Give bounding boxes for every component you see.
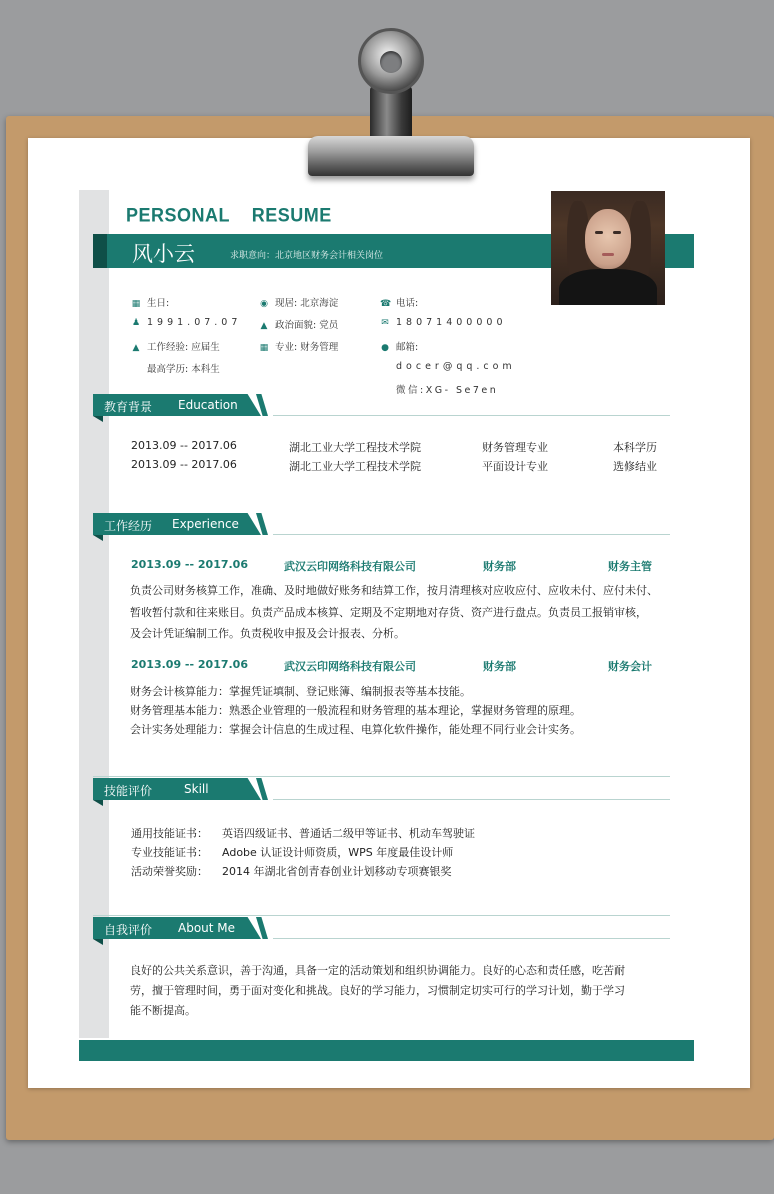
- candidate-name: 风小云: [132, 242, 195, 266]
- chat-icon: ●: [381, 343, 389, 353]
- cap-icon: ▲: [260, 321, 268, 331]
- section-experience-header: [93, 513, 683, 535]
- edu-degree-1: 本科学历: [613, 441, 657, 454]
- job2-line-1: 财务会计核算能力：掌握凭证填制、登记账簿、编制报表等基本技能。: [130, 685, 471, 698]
- edu-period-2: 2013.09 -- 2017.06: [131, 458, 237, 471]
- skill-label-2: 专业技能证书：: [131, 846, 208, 859]
- job2-company: 武汉云印网络科技有限公司: [284, 660, 416, 673]
- footer-bar: [79, 1040, 694, 1061]
- person-icon: ♟: [131, 318, 141, 328]
- section-about-en: About Me: [178, 921, 236, 935]
- edu-school-2: 湖北工业大学工程技术学院: [289, 460, 421, 473]
- info-education: 最高学历: 本科生: [147, 364, 220, 375]
- job1-line-3: 及会计凭证编制工作。负责税收申报及会计报表、分析。: [130, 627, 405, 640]
- job1-description: [130, 580, 670, 645]
- skill-label-1: 通用技能证书：: [131, 827, 208, 840]
- section-education-en: Education: [178, 398, 238, 412]
- job2-dept: 财务部: [483, 660, 516, 673]
- edu-school-1: 湖北工业大学工程技术学院: [289, 441, 421, 454]
- info-location: ◉ 现居: 北京海淀: [260, 298, 339, 309]
- mail-icon: ✉: [381, 318, 389, 328]
- job1-title: 财务主管: [608, 560, 652, 573]
- edu-degree-2: 选修结业: [613, 460, 657, 473]
- section-skill-en: Skill: [184, 782, 209, 796]
- section-experience-en: Experience: [172, 517, 239, 531]
- section-about-header: [93, 917, 683, 939]
- info-phone-label: ☎ 电话:: [380, 298, 419, 309]
- about-line-1: 良好的公共关系意识，善于沟通，具备一定的活动策划和组织协调能力。良好的心态和责任感，吃苦耐: [130, 964, 625, 977]
- about-text: [130, 961, 670, 1021]
- skill-value-3: 2014 年湖北省创青春创业计划移动专项赛银奖: [222, 865, 452, 878]
- info-birthday-value: ♟ 1991.07.07: [131, 317, 242, 328]
- job1-period: 2013.09 -- 2017.06: [131, 558, 248, 571]
- skill-label-3: 活动荣誉奖励：: [131, 865, 208, 878]
- graduation-cap-icon: ▲: [132, 343, 140, 353]
- info-birthday-label: ▦ 生日:: [131, 298, 170, 309]
- job2-line-2: 财务管理基本能力：熟悉企业管理的一般流程和财务管理的基本理论，掌握财务管理的原理。: [130, 704, 581, 717]
- edu-period-1: 2013.09 -- 2017.06: [131, 439, 237, 452]
- section-education-cn: 教育背景: [104, 400, 153, 414]
- edu-major-2: 平面设计专业: [482, 460, 548, 473]
- about-line-2: 劳，擅于管理时间，勇于面对变化和挑战。良好的学习能力，习惯制定切实可行的学习计划，勤于学习: [130, 984, 625, 997]
- job1-line-2: 暂收暂付款和往来账目。负责产品成本核算、定期及不定期地对存货、资产进行盘点。负责员工报销审核，: [130, 605, 647, 619]
- job2-period: 2013.09 -- 2017.06: [131, 658, 248, 671]
- left-sidebar-strip: [79, 190, 109, 1038]
- location-pin-icon: ◉: [260, 299, 268, 309]
- skill-value-2: Adobe 认证设计师资质，WPS 年度最佳设计师: [222, 846, 454, 859]
- section-about-cn: 自我评价: [104, 923, 153, 937]
- profile-photo: [551, 191, 665, 305]
- edu-major-1: 财务管理专业: [482, 441, 548, 454]
- job-intent: 求职意向：北京地区财务会计相关岗位: [230, 251, 384, 261]
- calendar-icon: ▦: [131, 299, 141, 309]
- about-line-3: 能不断提高。: [130, 1004, 196, 1017]
- section-experience-cn: 工作经历: [104, 519, 153, 533]
- job2-title: 财务会计: [608, 660, 652, 673]
- info-phone-value: ✉ 18071400000: [381, 317, 507, 328]
- info-major: ▦ 专业: 财务管理: [259, 342, 339, 353]
- job1-dept: 财务部: [483, 560, 516, 573]
- info-wechat: 微信:XG- Se7en: [396, 385, 499, 396]
- job1-line-1: 负责公司财务核算工作，准确、及时地做好账务和结算工作，按月清理核对应收应付、应收未付、应付未付、: [130, 584, 658, 597]
- skill-value-1: 英语四级证书、普通话二级甲等证书、机动车驾驶证: [222, 827, 475, 840]
- info-email-value: docer@qq.com: [396, 361, 516, 372]
- info-political: ▲ 政治面貌: 党员: [260, 320, 339, 331]
- info-experience: ▲ 工作经验: 应届生: [132, 342, 220, 353]
- job2-line-3: 会计实务处理能力：掌握会计信息的生成过程、电算化软件操作，能处理不同行业会计实务。: [130, 723, 581, 736]
- section-skill-cn: 技能评价: [104, 784, 153, 798]
- job1-company: 武汉云印网络科技有限公司: [284, 560, 416, 573]
- binder-clip-icon: [308, 28, 474, 178]
- resume-title: PERSONAL RESUME: [126, 203, 332, 226]
- section-skill-header: [93, 778, 683, 800]
- grid-icon: ▦: [259, 343, 269, 353]
- info-email-label: ● 邮箱:: [381, 342, 419, 353]
- job2-description: [130, 682, 670, 739]
- phone-icon: ☎: [380, 299, 392, 309]
- section-education-header: [93, 394, 683, 416]
